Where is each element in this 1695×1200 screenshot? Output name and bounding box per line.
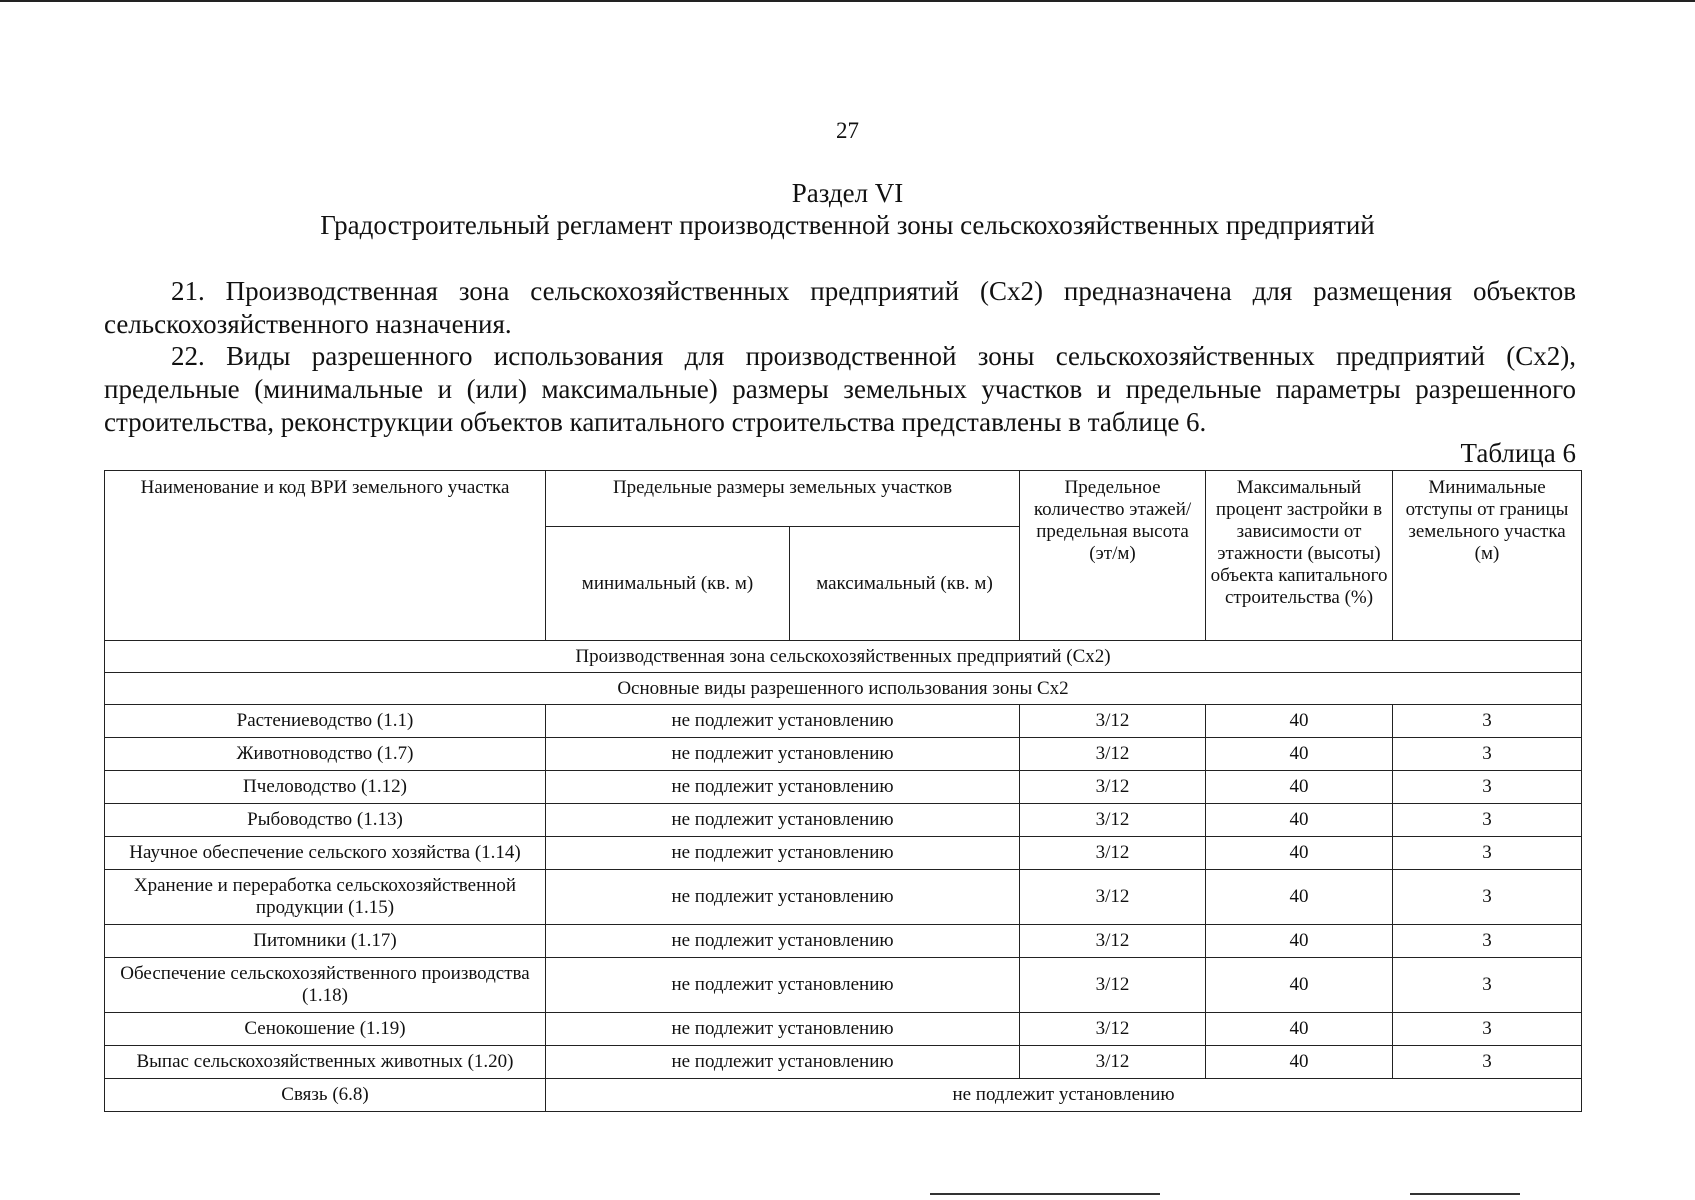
table-row — [105, 1013, 1582, 1046]
header-sizes: Предельные размеры земельных участков — [546, 471, 1020, 527]
size-value: не подлежит установлению — [546, 738, 1020, 771]
section-title: Раздел VI — [791, 178, 904, 208]
coverage-value: 40 — [1206, 1013, 1393, 1046]
header-floors: Предельное количество этажей/ предельная высота (эт/м) — [1020, 471, 1206, 641]
setback-value: 3 — [1393, 837, 1582, 870]
use-name: Растениеводство (1.1) — [105, 705, 546, 738]
table-row — [105, 1046, 1582, 1079]
coverage-value: 40 — [1206, 705, 1393, 738]
floors-value: 3/12 — [1020, 804, 1206, 837]
size-value: не подлежит установлению — [546, 837, 1020, 870]
table-row — [105, 1079, 1582, 1112]
use-name: Пчеловодство (1.12) — [105, 771, 546, 804]
setback-value: 3 — [1393, 771, 1582, 804]
header-min: минимальный (кв. м) — [546, 527, 790, 641]
scan-artifact-line — [1410, 1193, 1520, 1195]
use-name: Сенокошение (1.19) — [105, 1013, 546, 1046]
use-name: Обеспечение сельскохозяйственного производства (1.18) — [105, 958, 546, 1013]
floors-value: 3/12 — [1020, 738, 1206, 771]
size-value: не подлежит установлению — [546, 870, 1020, 925]
use-name: Связь (6.8) — [105, 1079, 546, 1112]
setback-value: 3 — [1393, 870, 1582, 925]
coverage-value: 40 — [1206, 925, 1393, 958]
floors-value: 3/12 — [1020, 925, 1206, 958]
table-row — [105, 705, 1582, 738]
paragraph-22: 22. Виды разрешенного использования для производственной зоны сельскохозяйственных предприятий (Сх2), предельные (минимальные и (или) максимальные) размеры земельных участков и предельные параметры разрешенного строительства, реконструкции объектов капитального строительства представлены в таблице 6. — [104, 341, 1576, 437]
section-subtitle: Градостроительный регламент производственной зоны сельскохозяйственных предприятий — [320, 210, 1375, 240]
setback-value: 3 — [1393, 958, 1582, 1013]
use-name: Научное обеспечение сельского хозяйства (1.14) — [105, 837, 546, 870]
header-setback: Минимальные отступы от границы земельного участка (м) — [1393, 471, 1582, 641]
main-uses-cell: Основные виды разрешенного использования зоны Сх2 — [105, 673, 1582, 705]
size-value: не подлежит установлению — [546, 1013, 1020, 1046]
floors-value: 3/12 — [1020, 1046, 1206, 1079]
top-border-line — [0, 0, 1695, 2]
setback-value: 3 — [1393, 705, 1582, 738]
use-name: Рыбоводство (1.13) — [105, 804, 546, 837]
coverage-value: 40 — [1206, 1046, 1393, 1079]
setback-value: 3 — [1393, 1046, 1582, 1079]
floors-value: 3/12 — [1020, 1013, 1206, 1046]
merged-value: не подлежит установлению — [546, 1079, 1582, 1112]
header-max: максимальный (кв. м) — [790, 527, 1020, 641]
use-name: Питомники (1.17) — [105, 925, 546, 958]
main-uses-row — [105, 673, 1582, 705]
table-row — [105, 837, 1582, 870]
size-value: не подлежит установлению — [546, 958, 1020, 1013]
table-caption: Таблица 6 — [1460, 438, 1576, 468]
header-name: Наименование и код ВРИ земельного участка — [105, 471, 546, 641]
header-coverage: Максимальный процент застройки в зависимости от этажности (высоты) объекта капитального строительства (%) — [1206, 471, 1393, 641]
zone-title-row — [105, 641, 1582, 673]
table-row — [105, 958, 1582, 1013]
coverage-value: 40 — [1206, 837, 1393, 870]
paragraph-21: 21. Производственная зона сельскохозяйственных предприятий (Сх2) предназначена для размещения объектов сельскохозяйственного назначения. — [104, 276, 1576, 339]
table-header-row — [105, 471, 1582, 527]
table-row — [105, 925, 1582, 958]
setback-value: 3 — [1393, 804, 1582, 837]
coverage-value: 40 — [1206, 738, 1393, 771]
size-value: не подлежит установлению — [546, 925, 1020, 958]
floors-value: 3/12 — [1020, 771, 1206, 804]
table-row — [105, 738, 1582, 771]
scan-artifact-line — [930, 1193, 1160, 1195]
table-row — [105, 771, 1582, 804]
setback-value: 3 — [1393, 1013, 1582, 1046]
floors-value: 3/12 — [1020, 958, 1206, 1013]
size-value: не подлежит установлению — [546, 771, 1020, 804]
floors-value: 3/12 — [1020, 870, 1206, 925]
zone-title-cell: Производственная зона сельскохозяйственных предприятий (Сх2) — [105, 641, 1582, 673]
use-name: Животноводство (1.7) — [105, 738, 546, 771]
floors-value: 3/12 — [1020, 705, 1206, 738]
size-value: не подлежит установлению — [546, 804, 1020, 837]
coverage-value: 40 — [1206, 771, 1393, 804]
coverage-value: 40 — [1206, 804, 1393, 837]
table-row — [105, 870, 1582, 925]
coverage-value: 40 — [1206, 958, 1393, 1013]
use-name: Хранение и переработка сельскохозяйственной продукции (1.15) — [105, 870, 546, 925]
table-row — [105, 804, 1582, 837]
use-name: Выпас сельскохозяйственных животных (1.20) — [105, 1046, 546, 1079]
floors-value: 3/12 — [1020, 837, 1206, 870]
setback-value: 3 — [1393, 738, 1582, 771]
regulations-table — [104, 470, 1582, 1112]
size-value: не подлежит установлению — [546, 705, 1020, 738]
setback-value: 3 — [1393, 925, 1582, 958]
page-number: 27 — [836, 118, 859, 143]
size-value: не подлежит установлению — [546, 1046, 1020, 1079]
coverage-value: 40 — [1206, 870, 1393, 925]
